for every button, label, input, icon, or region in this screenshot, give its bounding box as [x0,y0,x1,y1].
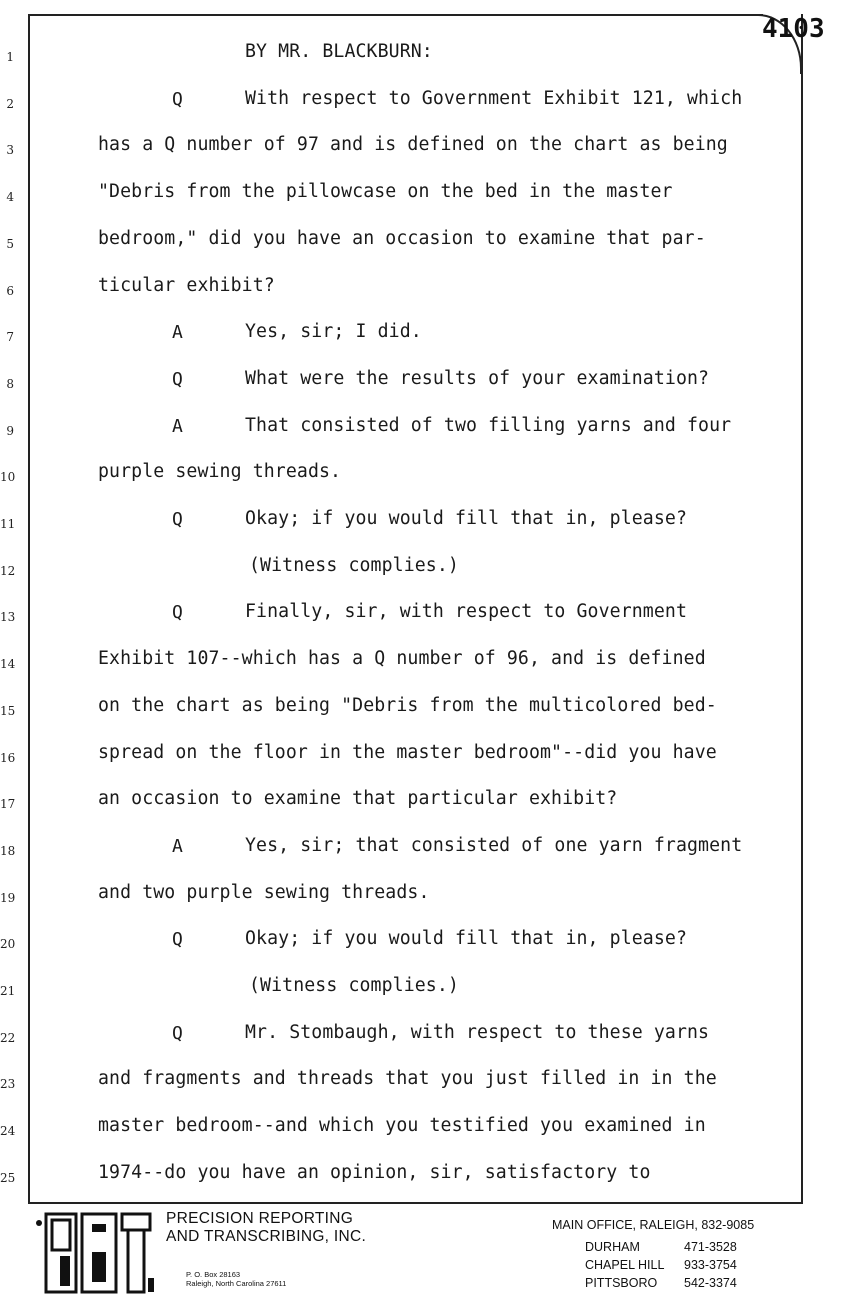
line-number: 5 [6,236,14,251]
line-number: 20 [0,937,16,952]
speaker-label: Q [172,929,183,951]
transcript-line: That consisted of two filling yarns and four [245,414,732,436]
branch-city: CHAPEL HILL [585,1258,665,1272]
speaker-label: Q [172,509,183,530]
line-number: 21 [0,984,16,998]
speaker-label: Q [172,602,183,624]
line-number: 18 [0,843,16,858]
firm-address [186,1270,286,1288]
line-number: 8 [6,376,14,391]
firm-name-line-1: PRECISION REPORTING [166,1210,354,1227]
line-number: 12 [0,563,16,578]
line-number: 22 [0,1030,16,1045]
transcript-line: Finally, sir, with respect to Government [245,601,687,623]
address-line-1: P. O. Box 28163 [186,1270,241,1279]
transcript-line: spread on the floor in the master bedroom"--did you have [98,741,717,763]
transcript-line: With respect to Government Exhibit 121, which [245,87,743,109]
branch-city: PITTSBORO [585,1276,658,1290]
speaker-label: Q [172,88,183,110]
line-number: 1 [6,50,14,64]
line-number: 10 [0,470,16,485]
transcript-line: has a Q number of 97 and is defined on the chart as being [98,134,728,156]
line-number: 19 [0,890,16,905]
transcript-line: Okay; if you would fill that in, please? [245,928,687,950]
transcript-line: ticular exhibit? [98,274,275,296]
branch-phone: 542-3374 [684,1276,737,1290]
line-number: 3 [6,143,14,158]
transcript-line: (Witness complies.) [249,554,459,576]
line-number: 24 [0,1124,16,1139]
transcript-line: (Witness complies.) [249,975,459,996]
line-number: 16 [0,750,16,765]
page-number: 4103 [762,14,825,44]
line-number: 4 [6,190,14,205]
transcript-line: bedroom," did you have an occasion to examine that par- [98,227,706,249]
main-office: MAIN OFFICE, RALEIGH, 832-9085 [552,1218,755,1232]
page-top-border [28,14,763,16]
transcript-line: and fragments and threads that you just filled in in the [98,1068,717,1090]
transcript-line: BY MR. BLACKBURN: [245,41,433,62]
branch-city: DURHAM [585,1240,640,1254]
line-number: 2 [6,96,14,111]
line-number: 7 [6,330,14,345]
transcript-line: Yes, sir; that consisted of one yarn fragment [245,834,743,856]
transcript-line: Yes, sir; I did. [245,321,422,343]
speaker-label: Q [172,368,183,390]
line-number: 14 [0,657,16,672]
line-number: 13 [0,610,16,625]
line-number: 6 [6,283,14,298]
line-number: 17 [0,797,16,812]
transcript-line: "Debris from the pillowcase on the bed in the master [98,181,673,203]
branch-phone: 471-3528 [684,1240,737,1254]
transcript-line: Mr. Stombaugh, with respect to these yarns [245,1021,710,1043]
transcript-line: master bedroom--and which you testified you examined in [98,1115,706,1137]
transcript-line: What were the results of your examination? [245,367,710,389]
transcript-line: an occasion to examine that particular exhibit? [98,788,618,810]
line-number: 23 [0,1077,16,1092]
transcript-line: and two purple sewing threads. [98,881,430,903]
firm-name-line-2: AND TRANSCRIBING, INC. [166,1228,367,1245]
transcript-line: purple sewing threads. [98,461,342,483]
speaker-label: A [172,415,183,437]
speaker-label: A [172,322,183,344]
line-number: 15 [0,703,16,718]
line-number: 9 [6,423,14,438]
pt-logo [38,1212,156,1296]
transcript-line: Okay; if you would fill that in, please? [245,508,687,529]
speaker-label: A [172,835,183,857]
firm-name [166,1210,366,1246]
transcript-line: 1974--do you have an opinion, sir, satisfactory to [98,1161,651,1183]
line-number: 25 [0,1170,16,1185]
transcript-line: on the chart as being "Debris from the multicolored bed- [98,694,717,716]
line-number: 11 [0,517,16,531]
transcript-line: Exhibit 107--which has a Q number of 96, and is defined [98,648,706,670]
address-line-2: Raleigh, North Carolina 27611 [186,1279,287,1288]
branch-phone: 933-3754 [684,1258,737,1272]
speaker-label: Q [172,1022,183,1044]
